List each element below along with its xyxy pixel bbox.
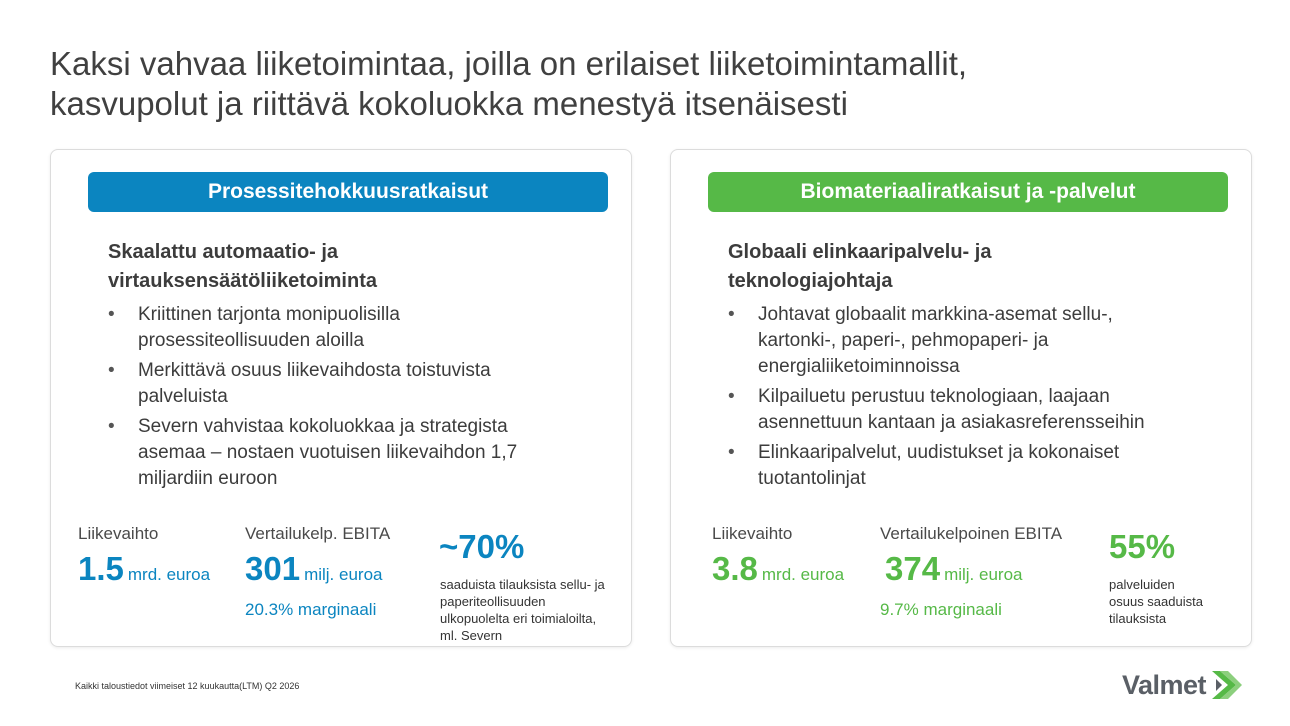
bullet-list (108, 302, 608, 496)
bullet-line: miljardiin euroon (138, 468, 278, 489)
bullet-line: tuotantolinjat (758, 468, 866, 489)
bullet-line: asennettuun kantaan ja asiakasreferensseihin (758, 412, 1145, 433)
footnote: Kaikki taloustiedot viimeiset 12 kuukautta(LTM) Q2 2026 (75, 681, 300, 691)
note-line: paperiteollisuuden (440, 594, 546, 609)
bullet-line: • Severn vahvistaa kokoluokkaa ja strategista (138, 416, 508, 437)
revenue-value (712, 550, 844, 588)
ebita-margin: 20.3% marginaali (245, 600, 377, 619)
service-share-note (1109, 576, 1203, 627)
subtitle-line-2: virtauksensäätöliiketoiminta (108, 270, 377, 292)
orders-share-value: ~70% (439, 528, 525, 565)
note-line: ulkopuolelta eri toimialoilta, (440, 611, 597, 626)
subtitle-line-1: Globaali elinkaaripalvelu- ja (728, 241, 992, 263)
valmet-logo (1122, 665, 1244, 705)
bullet-line: • Kriittinen tarjonta monipuolisilla (138, 304, 400, 325)
banner-process-efficiency: Prosessitehokkuusratkaisut (88, 172, 608, 212)
bullet-item (728, 384, 1228, 436)
bullet-line: • Kilpailuetu perustuu teknologiaan, laajaan (758, 386, 1110, 407)
card-biomaterials (670, 149, 1252, 647)
ebita-unit: milj. euroa (304, 565, 383, 584)
note-line: palveluiden (1109, 577, 1175, 592)
banner-biomaterials: Biomateriaaliratkaisut ja -palvelut (708, 172, 1228, 212)
valmet-arrow-icon (1208, 667, 1244, 703)
title-line-2: kasvupolut ja riittävä kokoluokka menestyä itsenäisesti (50, 85, 848, 122)
card-process-efficiency (50, 149, 632, 647)
bullet-line: energialiiketoiminnoissa (758, 356, 960, 377)
revenue-number: 3.8 (712, 550, 758, 587)
bullet-item (728, 302, 1228, 380)
card-subtitle (728, 238, 1208, 296)
bullet-line: • Elinkaaripalvelut, uudistukset ja kokonaiset (758, 442, 1120, 463)
note-line: tilauksista (1109, 611, 1167, 626)
ebita-margin: 9.7% marginaali (880, 600, 1002, 619)
page-title (50, 44, 1230, 124)
service-share-value: 55% (1109, 528, 1176, 565)
bullet-item (108, 358, 608, 410)
orders-share-note (440, 576, 605, 644)
ebita-number: 301 (245, 550, 301, 587)
revenue-unit: mrd. euroa (761, 565, 845, 584)
ebita-number: 374 (885, 550, 941, 587)
bullet-line: asemaa – nostaen vuotuisen liikevaihdon 1,7 (138, 442, 518, 463)
ebita-label: Vertailukelp. EBITA (245, 524, 391, 543)
revenue-unit: mrd. euroa (127, 565, 211, 584)
ebita-value (885, 550, 1022, 588)
logo-text: Valmet (1122, 669, 1207, 700)
bullet-item (108, 302, 608, 354)
bullet-line: prosessiteollisuuden aloilla (138, 330, 365, 351)
bullet-line: • Johtavat globaalit markkina-asemat sellu-, (758, 304, 1113, 325)
subtitle-line-1: Skaalattu automaatio- ja (108, 241, 339, 263)
bullet-line: • Merkittävä osuus liikevaihdosta toistuvista (138, 360, 491, 381)
title-line-1: Kaksi vahvaa liiketoimintaa, joilla on erilaiset liiketoimintamallit, (50, 45, 968, 82)
bullet-item (108, 414, 608, 492)
card-subtitle (108, 238, 588, 296)
note-line: osuus saaduista (1109, 594, 1203, 609)
ebita-label: Vertailukelpoinen EBITA (880, 524, 1063, 543)
revenue-label: Liikevaihto (712, 524, 793, 543)
ebita-value (245, 550, 382, 588)
revenue-number: 1.5 (78, 550, 124, 587)
ebita-unit: milj. euroa (944, 565, 1023, 584)
bullet-item (728, 440, 1228, 492)
revenue-label: Liikevaihto (78, 524, 159, 543)
subtitle-line-2: teknologiajohtaja (728, 270, 893, 292)
bullet-line: kartonki-, paperi-, pehmopaperi- ja (758, 330, 1049, 351)
bullet-line: palveluista (138, 386, 228, 407)
note-line: saaduista tilauksista sellu- ja (440, 577, 605, 592)
note-line: ml. Severn (440, 628, 503, 643)
revenue-value (78, 550, 210, 588)
bullet-list (728, 302, 1228, 496)
